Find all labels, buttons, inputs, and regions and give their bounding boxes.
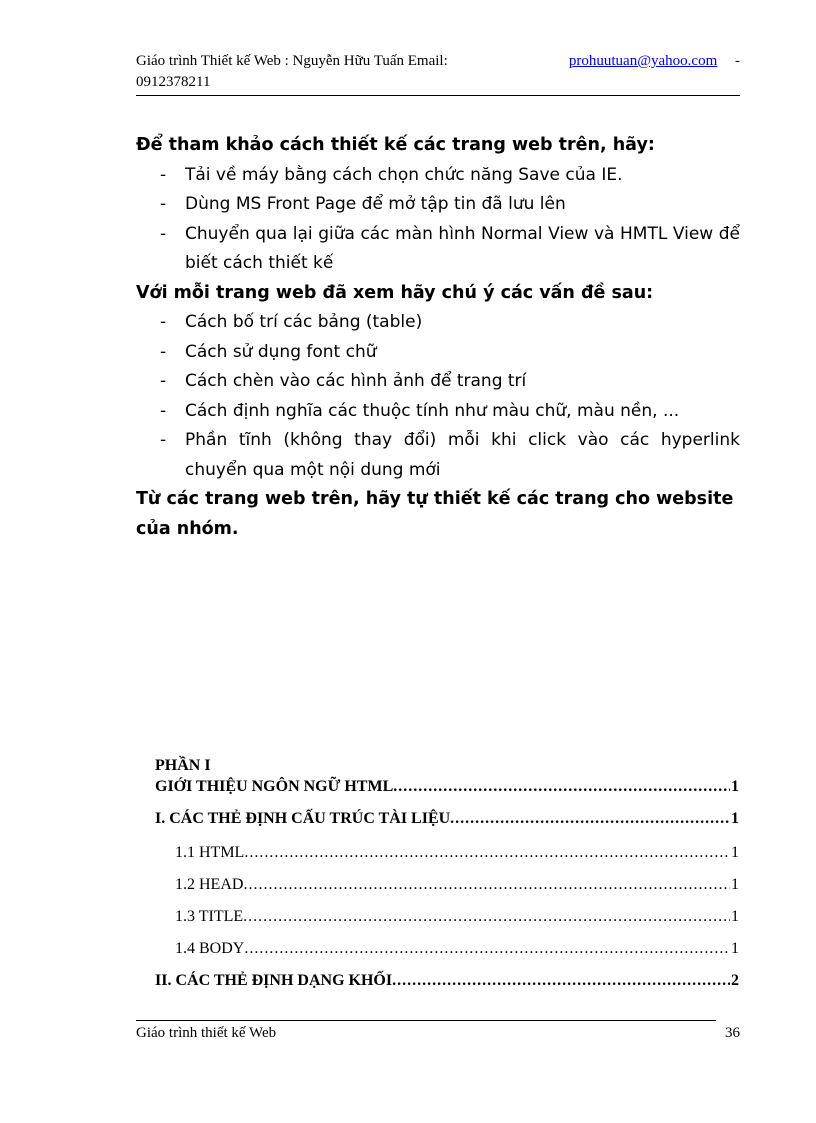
section-heading-1: Để tham khảo cách thiết kế các trang web trên, hãy: [136,135,655,155]
toc-leader [244,844,730,862]
header-phone: 0912378211 [136,74,211,90]
toc-entry[interactable] [155,940,739,972]
toc-entry-title: 1.2 HEAD [175,876,244,893]
list-item: - Cách bố trí các bảng (table) [136,308,740,338]
list-2 [136,308,740,485]
toc-part-title: PHẦN I [155,757,211,774]
page-number: 36 [725,1025,740,1041]
toc-entry-title: II. CÁC THẺ ĐỊNH DẠNG KHỐI [155,972,393,989]
list-1 [136,161,740,279]
toc-entry[interactable] [155,842,739,876]
list-item: - Cách chèn vào các hình ảnh để trang trí [136,367,740,397]
toc-entry-title: 1.1 HTML [175,844,245,861]
toc-entry-title: 1.4 BODY [175,940,245,957]
toc-entry[interactable] [155,778,739,808]
list-item: - Phần tĩnh (không thay đổi) mỗi khi click vào các hyperlink chuyển qua một nội dung mới [136,426,740,485]
list-item: - Tải về máy bằng cách chọn chức năng Save của IE. [136,161,740,191]
toc-entry-page: 1 [731,778,739,795]
toc-entry-page: 1 [731,876,739,893]
toc-leader [244,940,730,958]
table-of-contents [155,754,739,1004]
toc-entry-page: 1 [731,844,739,861]
header-email-link[interactable]: prohuutuan@yahoo.com [568,53,718,69]
page-footer [136,1020,740,1045]
toc-entry-page: 1 [731,940,739,957]
header-course-title: Giáo trình Thiết kế Web : Nguyễn Hữu Tuấn Email: [136,53,448,69]
header-dash: - [735,53,740,69]
section-heading-2: Với mỗi trang web đã xem hãy chú ý các vấn đề sau: [136,282,654,303]
toc-leader [393,778,730,796]
toc-leader [392,972,730,990]
toc-leader [450,810,730,828]
toc-entry-page: 2 [731,972,739,989]
list-item: - Cách sử dụng font chữ [136,338,740,368]
toc-leader [243,876,730,894]
toc-entry-page: 1 [731,810,739,827]
list-item: - Chuyển qua lại giữa các màn hình Normal View và HMTL View để biết cách thiết kế [136,220,740,279]
toc-entry-title: GIỚI THIỆU NGÔN NGỮ HTML [155,778,394,795]
toc-entry-title: I. CÁC THẺ ĐỊNH CẤU TRÚC TÀI LIỆU [155,810,451,827]
toc-entry[interactable] [155,808,739,842]
toc-entry-title: 1.3 TITLE [175,908,244,925]
document-body [136,131,740,544]
list-item: - Cách định nghĩa các thuộc tính như màu chữ, màu nền, ... [136,397,740,427]
section-heading-3: Từ các trang web trên, hãy tự thiết kế các trang cho website của nhóm. [136,489,734,539]
toc-entry[interactable] [155,972,739,1004]
list-item: - Dùng MS Front Page để mở tập tin đã lưu lên [136,190,740,220]
toc-entry-page: 1 [731,908,739,925]
page-header [136,51,740,96]
footer-title: Giáo trình thiết kế Web [136,1025,277,1041]
toc-leader [243,908,730,926]
toc-entry[interactable] [155,876,739,908]
toc-entry[interactable] [155,908,739,940]
